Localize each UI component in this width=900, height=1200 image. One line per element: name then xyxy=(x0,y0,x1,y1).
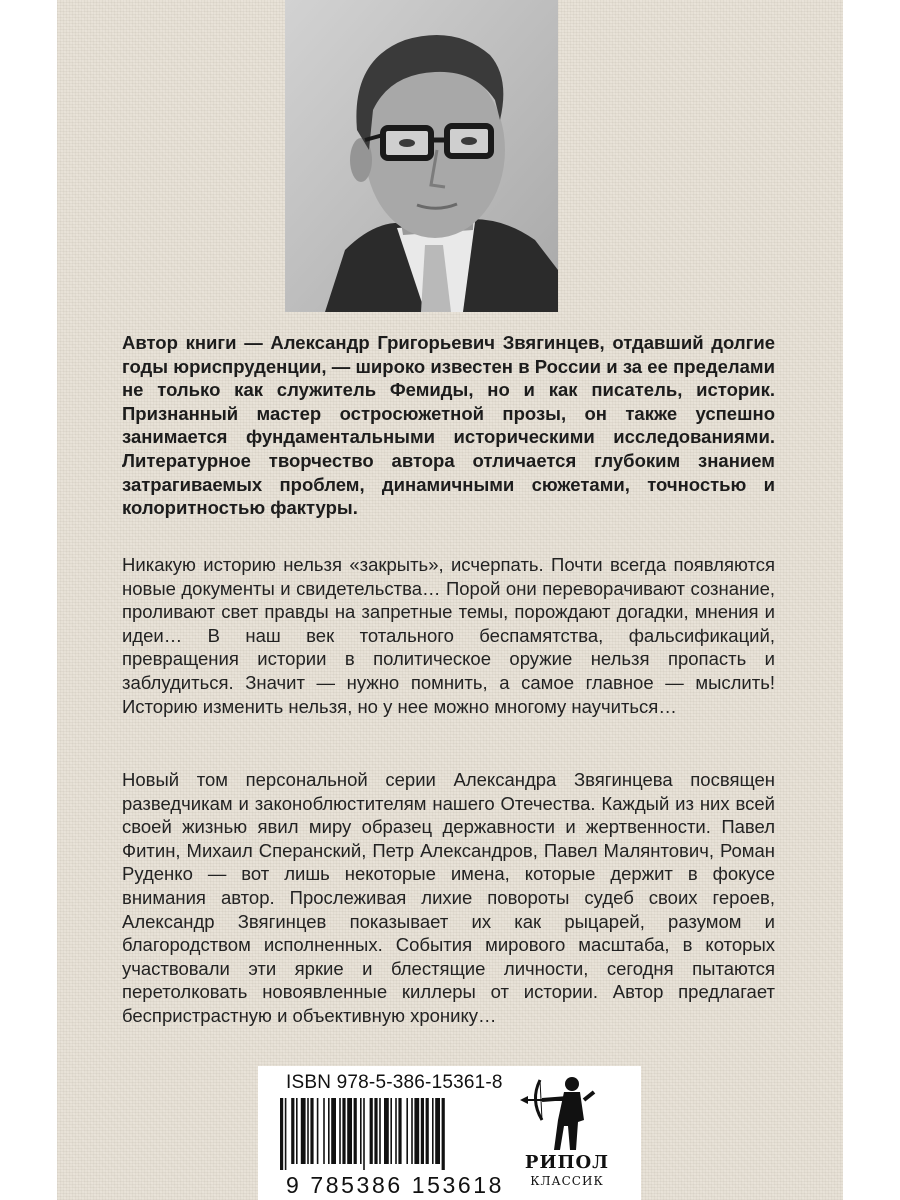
barcode-digits: 9 785386 153618 xyxy=(286,1172,505,1198)
barcode-bar xyxy=(411,1098,413,1164)
barcode-bar xyxy=(370,1098,373,1164)
author-portrait-image xyxy=(285,0,558,312)
barcode-bar xyxy=(354,1098,357,1164)
author-photo xyxy=(285,0,558,312)
barcode-bar xyxy=(280,1098,283,1170)
barcode-bar xyxy=(285,1098,287,1170)
back-cover xyxy=(57,0,843,1200)
barcode-bar xyxy=(374,1098,377,1164)
barcode-bar xyxy=(390,1098,392,1164)
barcode-bar xyxy=(328,1098,330,1164)
barcode-bar xyxy=(432,1098,434,1164)
barcode-bar xyxy=(435,1098,440,1164)
barcode-bar xyxy=(291,1098,294,1164)
barcode-bar xyxy=(331,1098,336,1164)
barcode-bar xyxy=(414,1098,419,1164)
barcode-bar xyxy=(307,1098,309,1164)
series-description-paragraph: Новый том персональной серии Александра Звягинцева посвящен разведчикам и законоблюстителям нашего Отечества. Каждый из них всей своей жизнью явил миру образец державности и жертвенности. Павел Фитин, Михаил Сперанский, Петр Александров, Павел Малянтович, Роман Руденко — вот лишь некоторые имена, которые держит в фокусе внимания автор. Прослеживая лихие повороты судеб своих героев, Александр Звягинцев показывает их как рыцарей, разумом и благородством исполненных. События мирового масштаба, в которых участвовали эти яркие и блестящие личности, сегодня пытаются перетолковать новоявленные киллеры от истории. Автор предлагает беспристрастную и объективную хронику… xyxy=(122,769,775,1026)
isbn-label: ISBN 978-5-386-15361-8 xyxy=(286,1072,503,1093)
barcode-bar xyxy=(398,1098,401,1164)
barcode-bar xyxy=(442,1098,445,1170)
barcode-bar xyxy=(317,1098,319,1164)
archer-icon xyxy=(502,1070,632,1152)
barcode-bar xyxy=(379,1098,381,1164)
barcode-bar xyxy=(363,1098,365,1170)
barcode-bar xyxy=(395,1098,397,1164)
barcode-bar xyxy=(384,1098,389,1164)
barcode-bar xyxy=(406,1098,408,1164)
publisher-subname: КЛАССИК xyxy=(530,1174,604,1188)
barcode-bar xyxy=(360,1098,362,1164)
publisher-name: РИПОЛ xyxy=(524,1152,610,1173)
annotation-paragraph: Никакую историю нельзя «закрыть», исчерпать. Почти всегда появляются новые документы и свидетельства… Порой они переворачивают сознание, проливают свет правды на запретные темы, порождают догадки, мнения и идеи… В наш век тотального беспамятства, фальсификаций, превращения истории в политическое оружие нельзя пропасть и заблудиться. Значит — нужно помнить, а самое главное — мыслить! Историю изменить нельзя, но у нее можно многому научиться… xyxy=(122,554,775,717)
barcode-bar xyxy=(339,1098,341,1164)
barcode-bar xyxy=(342,1098,345,1164)
barcode-bars xyxy=(280,1098,490,1170)
barcode-bar xyxy=(323,1098,325,1164)
author-bio-paragraph: Автор книги — Александр Григорьевич Звягинцев, отдавший долгие годы юриспруденции, — широко известен в России и за ее пределами не только как служитель Фемиды, но и как писатель, историк. Признанный мастер остросюжетной прозы, он также успешно занимается фундаментальными историческими исследованиями. Литературное творчество автора отличается глубоким знанием затрагиваемых проблем, динамичными сюжетами, точностью и колоритностью фактуры. xyxy=(122,332,775,519)
barcode-bar xyxy=(301,1098,306,1164)
barcode-panel xyxy=(258,1066,641,1200)
barcode-bar xyxy=(296,1098,298,1164)
publisher-logo xyxy=(502,1070,632,1196)
barcode-bar xyxy=(310,1098,313,1164)
barcode-bar xyxy=(426,1098,429,1164)
barcode-bar xyxy=(347,1098,352,1164)
barcode-bar xyxy=(421,1098,424,1164)
